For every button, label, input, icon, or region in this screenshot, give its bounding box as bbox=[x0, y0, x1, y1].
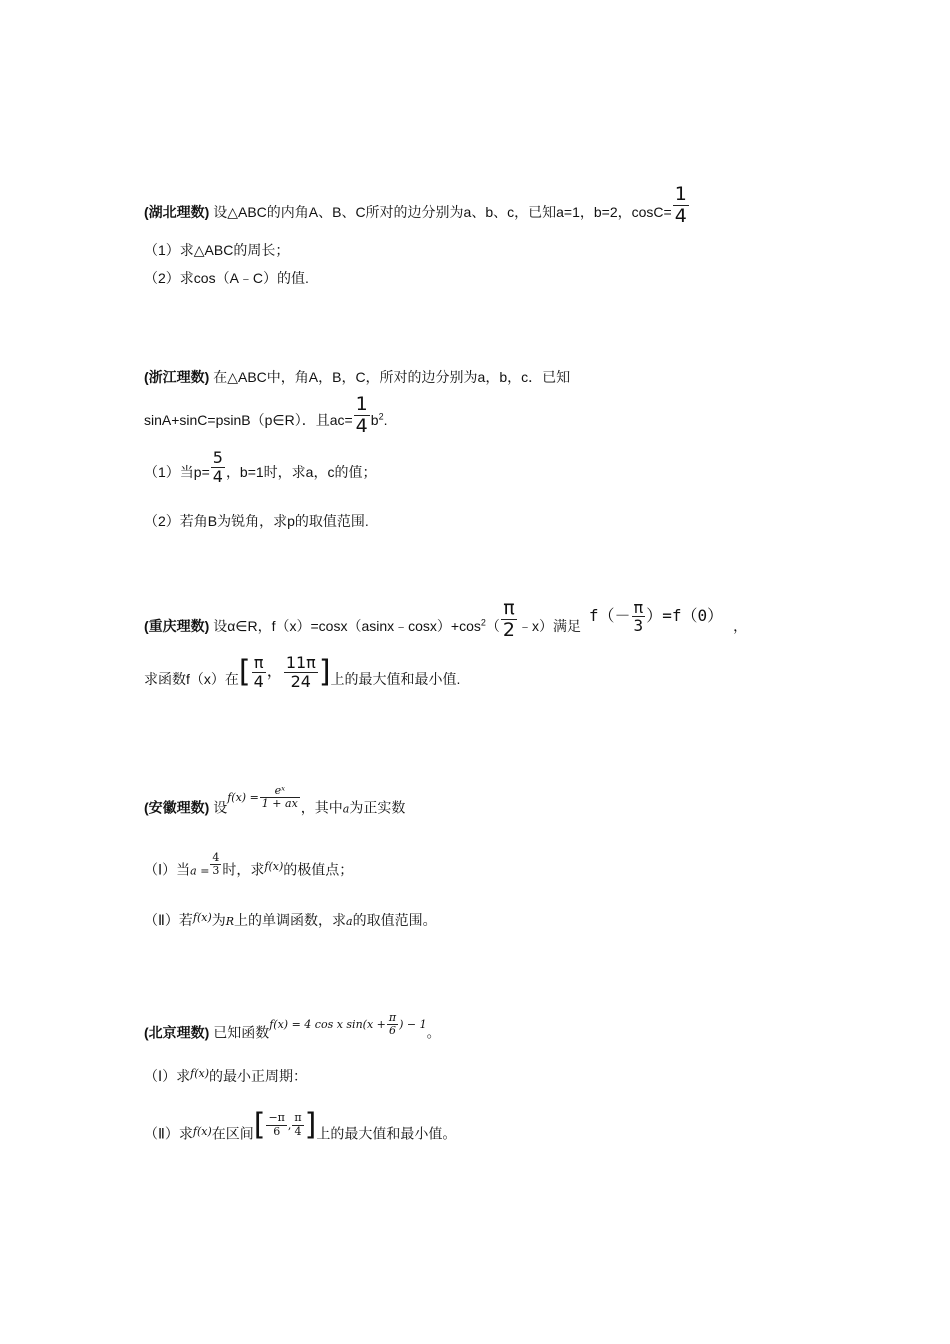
problem-4-part-1: （Ⅰ）当a = $\frac{4}{3}$ 时，求$^{f(x)}$的极值点； bbox=[144, 851, 354, 878]
problem-2-stem bbox=[144, 367, 570, 387]
fraction: $\frac{4}{3}$ bbox=[212, 851, 220, 878]
interval: [ $\frac{\pi}{4}$ ， $\frac{11\pi}{24}$ ] bbox=[238, 653, 331, 691]
condition-expression: f（－ $\frac{\pi}{3}$ ）=f（0） bbox=[588, 597, 716, 636]
problem-5-tag: (北京理数) bbox=[144, 1024, 210, 1041]
function-definition: f(x) = 4 cos x sin(x + π 6 ) − 1 bbox=[269, 1011, 427, 1038]
problem-2-text: 在△ABC中，角A，B，C，所对的边分别为a，b，c．已知 bbox=[209, 369, 571, 385]
fraction: $\frac{\pi}{4}$ bbox=[294, 1111, 302, 1138]
problem-2-condition: sinA+sinC=psinB（p∈R）．且ac= $\frac{1}{4}$ $b^2$. bbox=[144, 393, 388, 437]
fraction: $\frac{\pi}{4}$ bbox=[253, 653, 264, 691]
problem-5-part-1: （Ⅰ）求$^{f(x)}$的最小正周期： bbox=[144, 1067, 307, 1084]
problem-1-part-1: （1）求△ABC的周长； bbox=[144, 242, 290, 258]
fraction: $\frac{\pi}{2}$ bbox=[502, 597, 516, 641]
fraction: $\frac{\pi}{6}$ bbox=[388, 1011, 397, 1038]
fraction: $\frac{11\pi}{24}$ bbox=[285, 653, 316, 691]
problem-1-text: 设△ABC的内角A、B、C所对的边分别为a、b、c，已知a=1，b=2，cosC= bbox=[209, 204, 672, 221]
fraction: $\frac{\text{eˣ}}{1 + ax}$ bbox=[261, 784, 298, 811]
problem-1-part-2: （2）求cos（A﹣C）的值. bbox=[144, 270, 309, 286]
problem-3-task: 求函数f（x）在[ $\frac{\pi}{4}$ ， $\frac{11\pi}{24}$ ]上的最大值和最小值. bbox=[144, 653, 461, 691]
fraction: $\frac{\pi}{3}$ bbox=[633, 597, 644, 636]
problem-1-tag: (湖北理数) bbox=[144, 204, 210, 221]
function-definition: f(x) = eˣ 1 + ax bbox=[227, 784, 298, 811]
problem-2-part-2: （2）若角B为锐角，求p的取值范围. bbox=[144, 513, 369, 529]
problem-4-tag: (安徽理数) bbox=[144, 799, 210, 816]
fraction: $\frac{1}{4}$ bbox=[355, 393, 368, 437]
problem-2-tag: (浙江理数) bbox=[144, 369, 210, 385]
problem-3-tag: (重庆理数) bbox=[144, 618, 210, 635]
problem-4-part-2: （Ⅱ）若$^{f(x)}$为R上的单调函数，求a的取值范围。 bbox=[144, 911, 437, 928]
problem-4-stem: (安徽理数) 设$^{f(x) = \frac{\text{eˣ}}{1 + ax}}$ ，其中a为正实数 bbox=[144, 784, 406, 816]
problem-5-part-2: （Ⅱ）求$^{f(x)}$在区间[ $\frac{-\pi}{6}$ , $\frac{\pi}{4}$ ]上的最大值和最小值。 bbox=[144, 1107, 457, 1142]
interval: [ $\frac{-\pi}{6}$ , $\frac{\pi}{4}$ ] bbox=[253, 1107, 317, 1142]
fraction: $\frac{-\pi}{6}$ bbox=[268, 1111, 285, 1138]
fraction: $\frac{5}{4}$ bbox=[212, 448, 223, 486]
problem-1-stem bbox=[144, 183, 690, 235]
problem-2-part-1: （1）当p= $\frac{5}{4}$ ，b=1时，求a，c的值； bbox=[144, 448, 377, 486]
problem-3-stem: (重庆理数) 设α∈R，$f(x)=\cos x(asinx﹣\cos x)+\cos^2$（ $\frac{\pi}{2}$ ﹣x）满足 f（－ $\frac{\pi}{3}$ ）=f（0）， bbox=[144, 597, 748, 641]
problem-5-stem: (北京理数) 已知函数$^{f(x) = 4 cos x sin(x + \frac{\pi}{6} ) - 1}$。 bbox=[144, 1011, 441, 1041]
fraction: $\frac{1}{4}$ bbox=[674, 183, 687, 227]
